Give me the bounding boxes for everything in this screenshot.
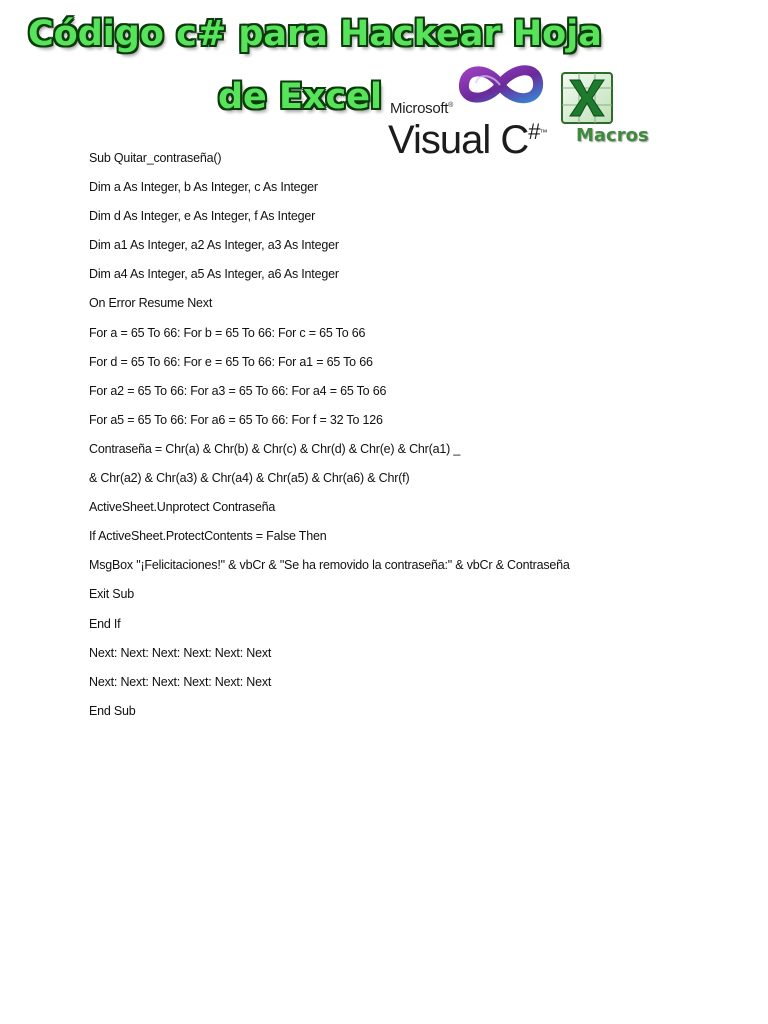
- code-line: Dim d As Integer, e As Integer, f As Integer: [89, 209, 316, 224]
- page-title-line-2: de Excel: [218, 77, 382, 117]
- code-line: Dim a1 As Integer, a2 As Integer, a3 As Integer: [89, 238, 339, 253]
- code-line: Contraseña = Chr(a) & Chr(b) & Chr(c) & Chr(d) & Chr(e) & Chr(a1) _: [89, 441, 461, 456]
- code-line: Next: Next: Next: Next: Next: Next: [89, 674, 272, 689]
- visual-csharp-wordmark: Visual C#™: [388, 118, 547, 162]
- code-line: MsgBox "¡Felicitaciones!" & vbCr & "Se ha removido la contraseña:" & vbCr & Contraseña: [89, 558, 570, 573]
- code-line: ActiveSheet.Unprotect Contraseña: [89, 500, 276, 515]
- excel-icon: [561, 72, 613, 124]
- vba-code-block: [89, 148, 729, 730]
- macros-label: Macros: [576, 125, 649, 146]
- code-line: For a = 65 To 66: For b = 65 To 66: For c = 65 To 66: [89, 325, 366, 340]
- code-line: For a5 = 65 To 66: For a6 = 65 To 66: For f = 32 To 126: [89, 412, 383, 427]
- code-line: On Error Resume Next: [89, 296, 213, 311]
- page-title-line-1: Código c# para Hackear Hoja: [28, 14, 602, 54]
- code-line: For a2 = 65 To 66: For a3 = 65 To 66: For a4 = 65 To 66: [89, 383, 387, 398]
- code-line: If ActiveSheet.ProtectContents = False Then: [89, 529, 327, 544]
- code-line: For d = 65 To 66: For e = 65 To 66: For a1 = 65 To 66: [89, 354, 373, 369]
- code-line: End If: [89, 616, 121, 631]
- visual-csharp-logo: [388, 60, 558, 162]
- infinity-icon: [456, 60, 544, 110]
- code-line: Dim a As Integer, b As Integer, c As Integer: [89, 180, 318, 195]
- microsoft-wordmark: Microsoft®: [390, 100, 454, 117]
- excel-macros-logo: [559, 70, 651, 150]
- code-line: Sub Quitar_contraseña(): [89, 151, 222, 165]
- code-line: End Sub: [89, 703, 136, 718]
- code-line: Dim a4 As Integer, a5 As Integer, a6 As Integer: [89, 267, 339, 282]
- code-line: & Chr(a2) & Chr(a3) & Chr(a4) & Chr(a5) & Chr(a6) & Chr(f): [89, 471, 410, 486]
- code-line: Exit Sub: [89, 587, 134, 602]
- code-line: Next: Next: Next: Next: Next: Next: [89, 645, 272, 660]
